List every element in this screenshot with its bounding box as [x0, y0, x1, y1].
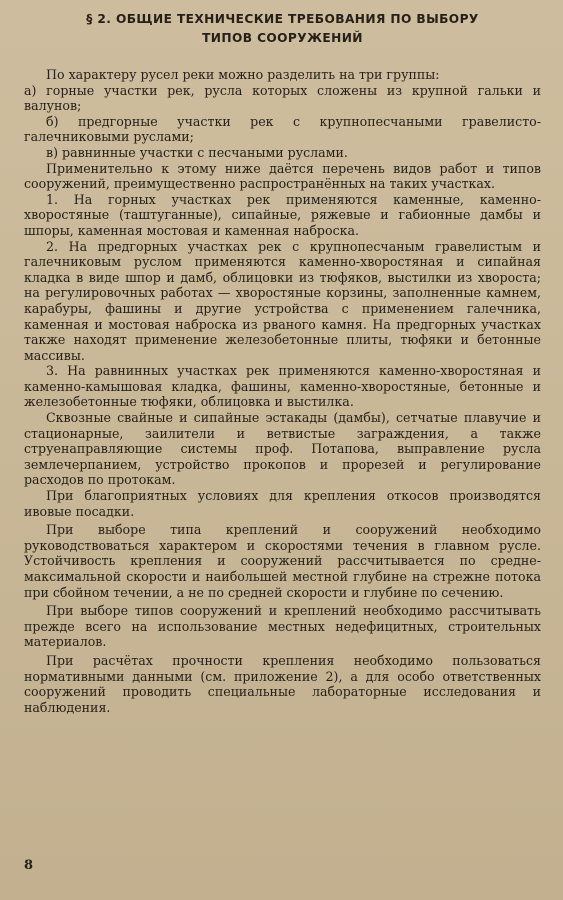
paragraph-calculations: При расчётах прочности крепления необходимо пользоваться нормативными данными (см. приложение 2), а для особо ответственных сооружений проводить специальные лабораторные исследования и наблюдения. [24, 652, 541, 715]
paragraph-applicability: Применительно к этому ниже даётся перечень видов работ и типов сооружений, преимущественно распространённых на таких участках. [24, 160, 541, 192]
body-text [24, 67, 541, 715]
section-heading [24, 10, 541, 48]
paragraph-stability: При выборе типа креплений и сооружений необходимо руководствоваться характером и скоростями течения в главном русле. Устойчивость крепления и сооружений рассчитывается по средне-максимальной скорости и наибольшей местной глубине на стрежне потока при сбойном течении, а не по средней скорости и глубине по сечению. [24, 522, 541, 600]
paragraph-item-c: в) равнинные участки с песчаными руслами. [46, 144, 348, 160]
paragraph-materials: При выборе типов сооружений и креплений необходимо рассчитывать прежде всего на использование местных недефицитных, строительных материалов. [24, 603, 541, 650]
paragraph-item-a: а) горные участки рек, русла которых сложены из крупной гальки и валунов; [24, 82, 541, 114]
paragraph-item-b: б) предгорные участки рек с крупнопесчаными гравелисто-галечниковыми руслами; [24, 113, 541, 145]
section-heading-line-2: ТИПОВ СООРУЖЕНИЙ [202, 31, 363, 45]
paragraph-planting: При благоприятных условиях для крепления откосов производятся ивовые посадки. [24, 488, 541, 519]
paragraph-point-3: 3. На равнинных участках рек применяются каменно-хворостяная и каменно-камышовая кладка, фашины, каменно-хворостяные, бетонные и железобетонные тюфяки, облицовка и выстилка. [24, 363, 541, 410]
paragraph-point-2: 2. На предгорных участках рек с крупнопесчаным гравелистым и галечниковым руслом применяются каменно-хворостяная и сипайная кладка в виде шпор и дамб, облицовки из тюфяков, выстилки из хвороста; на регулировочных работах — хворостяные корзины, заполненные камнем, карабуры, фашины и другие устройства с применением галечника, каменная и мостовая наброска из рваного камня. На предгорных участках также находят применение железобетонные плиты, тюфяки и бетонные массивы. [24, 238, 541, 363]
paragraph-point-1: 1. На горных участках рек применяются каменные, каменно-хворостяные (таштуганные), сипайные, ряжевые и габионные дамбы и шпоры, каменная мостовая и каменная наброска. [24, 191, 541, 238]
paragraph-intro: По характеру русел реки можно разделить на три группы: [46, 67, 440, 82]
section-heading-line-1: § 2. ОБЩИЕ ТЕХНИЧЕСКИЕ ТРЕБОВАНИЯ ПО ВЫБОРУ [86, 12, 479, 26]
page-number: 8 [24, 858, 34, 873]
paragraph-structures: Сквозные свайные и сипайные эстакады (дамбы), сетчатые плавучие и стационарные, заилители и ветвистые заграждения, а также струенаправляющие системы проф. Потапова, выправление русла землечерпанием, устройство прокопов и прорезей и регулирование расходов по протокам. [24, 410, 541, 488]
